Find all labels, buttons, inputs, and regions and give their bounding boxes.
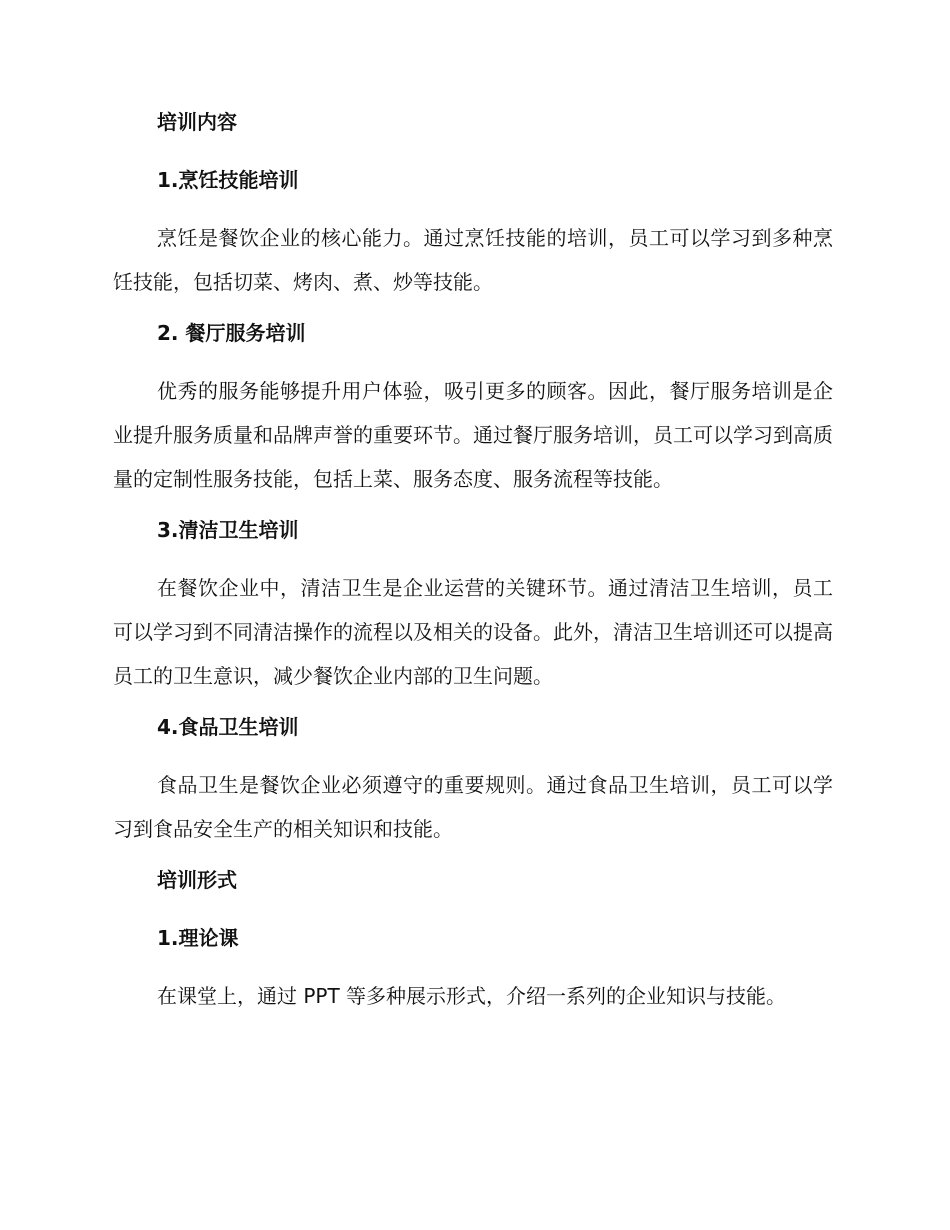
- subsection-heading-food-hygiene: 4.食品卫生培训: [157, 715, 299, 739]
- paragraph-cooking: 烹饪是餐饮企业的核心能力。通过烹饪技能的培训，员工可以学习到多种烹饪技能，包括切菜、烤肉、煮、炒等技能。: [113, 226, 833, 294]
- paragraph-food-hygiene: 食品卫生是餐饮企业必须遵守的重要规则。通过食品卫生培训，员工可以学习到食品安全生产的相关知识和技能。: [113, 773, 833, 841]
- paragraph-cleaning: 在餐饮企业中，清洁卫生是企业运营的关键环节。通过清洁卫生培训，员工可以学习到不同清洁操作的流程以及相关的设备。此外，清洁卫生培训还可以提高员工的卫生意识，减少餐饮企业内部的卫生问题。: [113, 576, 833, 688]
- paragraph-theory-class: 在课堂上，通过 PPT 等多种展示形式，介绍一系列的企业知识与技能。: [157, 984, 787, 1008]
- subsection-heading-cleaning: 3.清洁卫生培训: [157, 518, 299, 542]
- subsection-heading-service: 2. 餐厅服务培训: [157, 321, 306, 345]
- subsection-heading-theory-class: 1.理论课: [157, 926, 239, 950]
- section-heading-training-format: 培训形式: [157, 868, 237, 892]
- section-heading-training-content: 培训内容: [157, 110, 237, 134]
- subsection-heading-cooking: 1.烹饪技能培训: [157, 168, 299, 192]
- document-page: [113, 106, 833, 1031]
- paragraph-service: 优秀的服务能够提升用户体验，吸引更多的顾客。因此，餐厅服务培训是企业提升服务质量和品牌声誉的重要环节。通过餐厅服务培训，员工可以学习到高质量的定制性服务技能，包括上菜、服务态度、服务流程等技能。: [113, 379, 833, 491]
